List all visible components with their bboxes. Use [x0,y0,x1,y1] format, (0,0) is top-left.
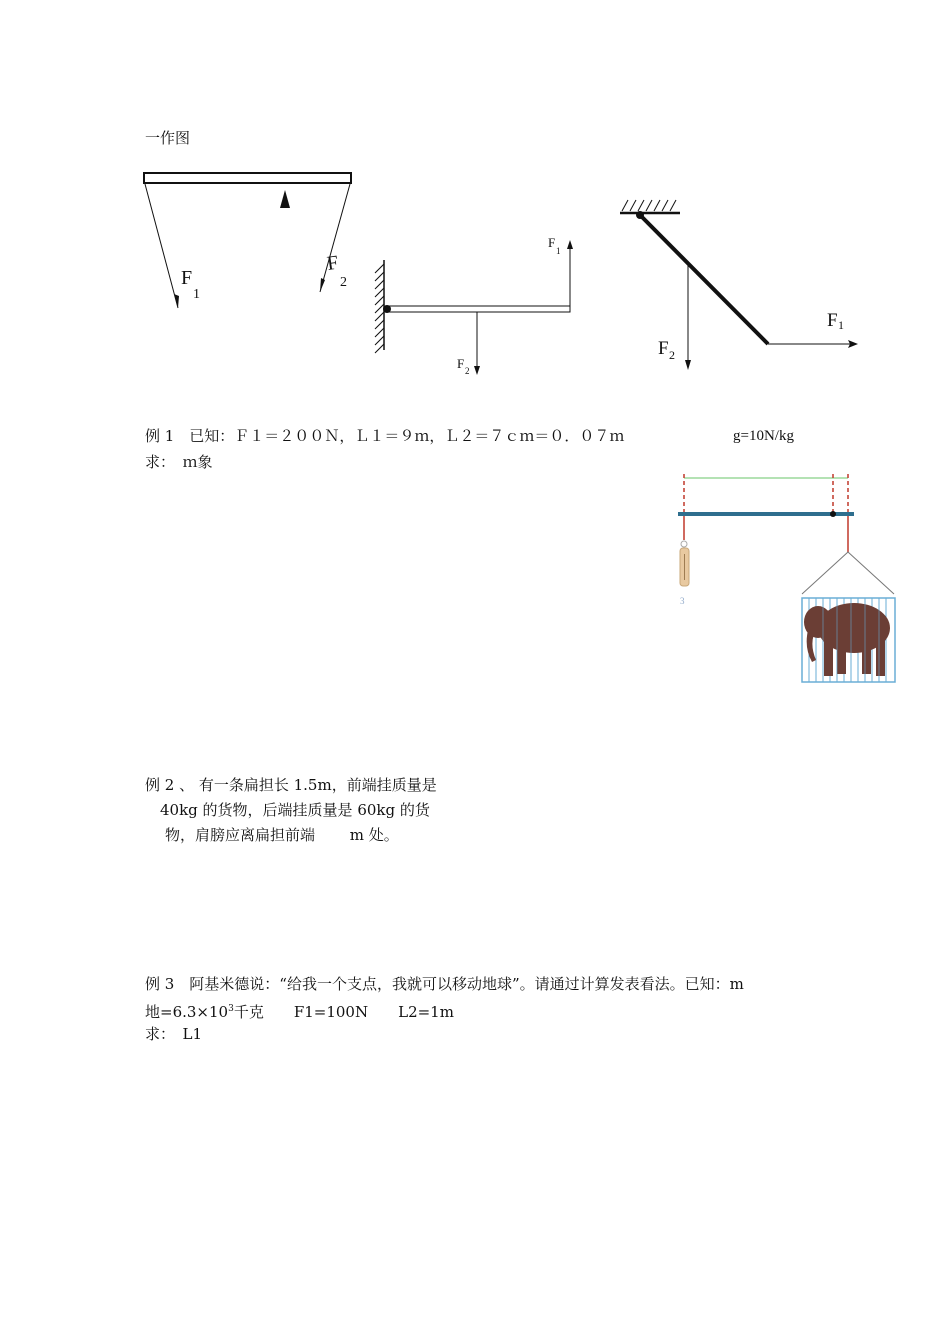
cage-sling-right [848,552,894,594]
force-f2-subscript: 2 [465,366,470,376]
force-f1-subscript: 1 [838,318,844,332]
example1-find: 求： ｍ象 [145,453,213,471]
cage-sling-left [802,552,848,594]
example3-line2 [145,999,454,1022]
force-f1-label: F [548,235,556,250]
rod [640,215,768,344]
example3-find: 求： L1 [145,1025,203,1043]
force-f2-subscript: 2 [669,348,675,362]
example1-gravity: g=10N/kg [733,428,794,444]
force-f1-subscript: 1 [556,246,561,256]
scale-beam [678,512,854,516]
force-f2-label: F [325,251,340,275]
wall-hatching [375,264,384,353]
force-f1-subscript: 1 [193,287,200,302]
force-f1-arrowhead [174,294,179,308]
example2-line3: 物，肩膀应离扁担前端 m 处。 [165,826,399,844]
spring-scale-hook [681,541,687,547]
elephant-scale-illustration [672,470,904,690]
lever-figure-1 [140,168,360,318]
force-f2-label: F [457,356,465,371]
spring-scale-mark: 3 [680,596,685,606]
earth-mass-exponent: 3 [228,1004,234,1014]
section-title: 一作图 [145,129,191,147]
example3-given-values: 千克 F1=100N L2=1m [233,1003,454,1021]
lever-figure-2 [368,232,583,377]
lever-bar [144,173,351,183]
force-f1-label: F [827,310,838,331]
example3-line1: 例 3 阿基米德说：“给我一个支点，我就可以移动地球”。请通过计算发表看法。已知：m [145,975,744,993]
force-f2-arrowhead [685,360,691,370]
example1-given: 例 1 已知：Ｆ１＝２００Ｎ，Ｌ１＝９ｍ，Ｌ２＝７ｃｍ＝０．０７ｍ [145,427,625,445]
force-f1-arrowhead [567,240,573,249]
fulcrum-triangle [280,190,290,208]
ceiling-hatching [622,200,676,211]
force-f1-label: F [181,267,193,289]
earth-mass-value: 地=6.3×10 [145,1003,229,1021]
beam [386,306,570,312]
lever-figure-3 [612,194,867,374]
example2-line2: 40kg 的货物，后端挂质量是 60kg 的货 [160,801,430,819]
force-f2-label: F [658,338,669,359]
force-f2-arrowhead [320,278,325,292]
beam-pivot [830,511,836,517]
example2-line1: 例 2 、 有一条扁担长 1.5m，前端挂质量是 [145,776,437,794]
pivot-dot [383,305,391,313]
force-f2-subscript: 2 [340,275,347,290]
force-f2-arrowhead [474,366,480,375]
force-f1-line [145,184,178,308]
